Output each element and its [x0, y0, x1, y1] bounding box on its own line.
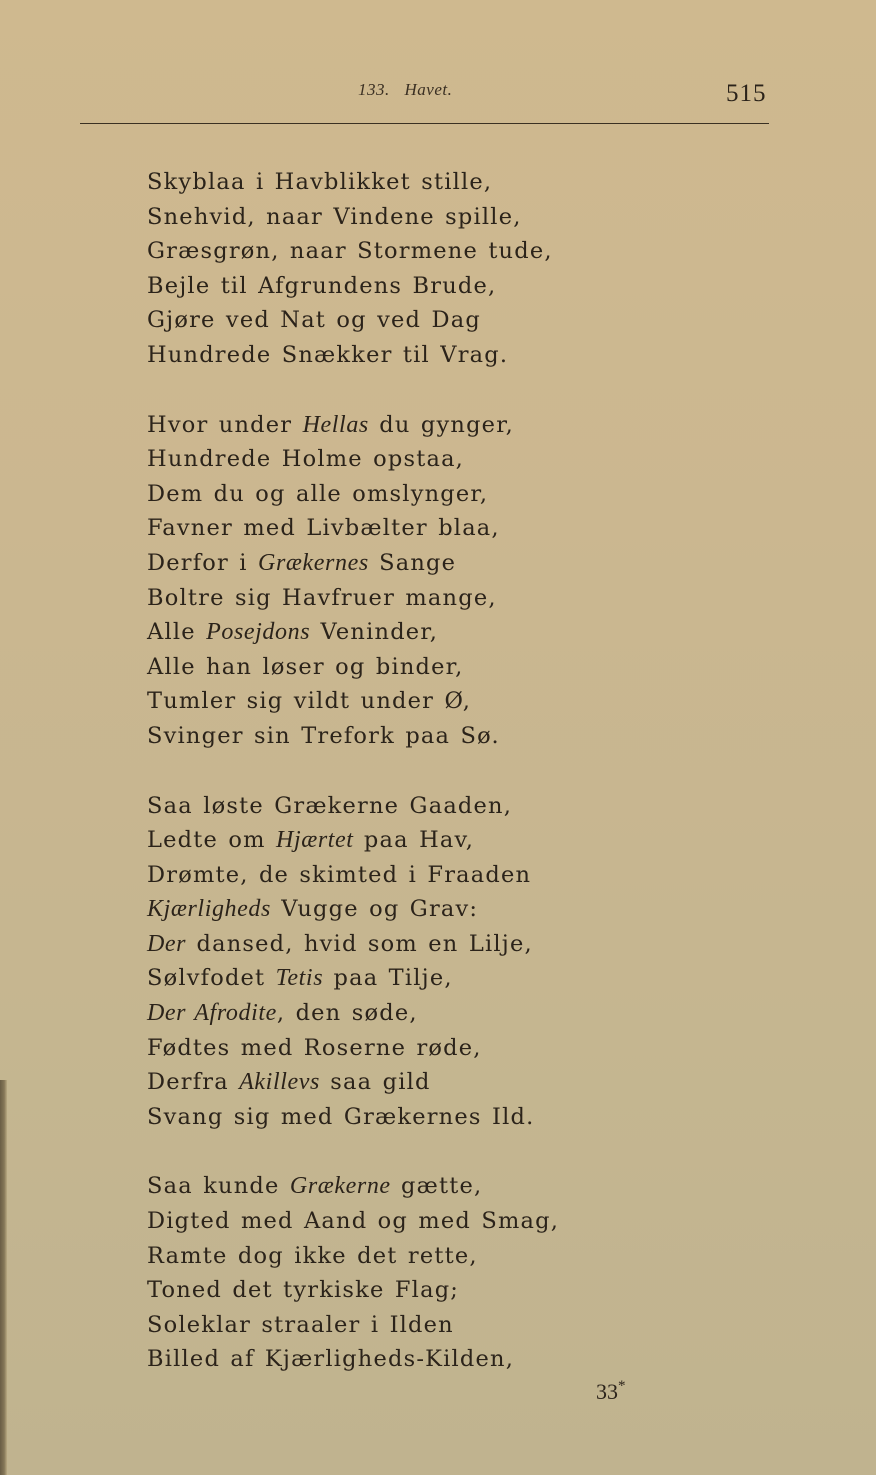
- verse-line: [147, 581, 787, 616]
- verse-text: Svinger sin Trefork paa Sø.: [147, 722, 500, 749]
- verse-text: Sange: [368, 549, 457, 576]
- verse-text: Ledte om: [147, 827, 277, 854]
- italic-name: Grækerne: [289, 1173, 391, 1200]
- verse-line: [147, 546, 787, 581]
- verse-line: [147, 650, 787, 685]
- italic-name: Grækernes: [258, 549, 369, 576]
- italic-name: Tetis: [275, 965, 324, 992]
- verse-text: du gynger,: [368, 411, 515, 438]
- poem-body: [147, 165, 787, 1412]
- verse-line: [147, 1342, 787, 1377]
- verse-line: [147, 684, 787, 719]
- verse-line: [147, 996, 787, 1031]
- verse-text: Hvor under: [147, 411, 303, 438]
- verse-line: [147, 858, 787, 893]
- running-title: [358, 80, 452, 100]
- printer-signature-mark: [596, 1378, 626, 1405]
- verse-text: Hundrede Snækker til Vrag.: [147, 341, 509, 368]
- verse-line: [147, 789, 787, 824]
- verse-text: Veninder,: [310, 619, 439, 646]
- italic-name: Posejdons: [206, 619, 311, 646]
- signature-asterisk: *: [618, 1378, 626, 1394]
- verse-text: Gjøre ved Nat og ved Dag: [147, 307, 481, 334]
- stanza: [147, 789, 787, 1135]
- verse-line: [147, 961, 787, 996]
- verse-line: [147, 1031, 787, 1066]
- verse-text: Soleklar straaler i Ilden: [147, 1311, 454, 1338]
- verse-text: Vugge og Grav:: [270, 896, 479, 923]
- verse-line: [147, 1273, 787, 1308]
- poem-title: Havet.: [404, 80, 453, 99]
- verse-text: Græsgrøn, naar Stormene tude,: [147, 238, 553, 265]
- stanza: [147, 165, 787, 373]
- signature-number: 33: [596, 1379, 618, 1404]
- verse-line: [147, 892, 787, 927]
- verse-text: Alle: [147, 619, 207, 646]
- verse-line: [147, 823, 787, 858]
- italic-name: Akillevs: [239, 1069, 320, 1096]
- page-binding-edge: [0, 1080, 7, 1475]
- verse-text: saa gild: [319, 1069, 431, 1096]
- verse-text: Saa løste Grækerne Gaaden,: [147, 792, 513, 819]
- verse-text: Alle han løser og binder,: [147, 653, 464, 680]
- verse-text: Saa kunde: [147, 1173, 290, 1200]
- verse-text: paa Hav,: [353, 827, 475, 854]
- verse-line: [147, 442, 787, 477]
- verse-line: [147, 719, 787, 754]
- page-number: 515: [726, 80, 767, 107]
- verse-text: Tumler sig vildt under Ø,: [147, 688, 472, 715]
- verse-text: Billed af Kjærligheds-Kilden,: [147, 1346, 515, 1373]
- verse-text: Digted med Aand og med Smag,: [147, 1208, 560, 1235]
- verse-text: Fødtes med Roserne røde,: [147, 1034, 482, 1061]
- verse-text: Dem du og alle omslynger,: [147, 480, 489, 507]
- verse-line: [147, 477, 787, 512]
- verse-text: Hundrede Holme opstaa,: [147, 446, 465, 473]
- verse-text: Boltre sig Havfruer mange,: [147, 584, 497, 611]
- stanza: [147, 408, 787, 754]
- verse-line: [147, 1065, 787, 1100]
- verse-line: [147, 1169, 787, 1204]
- verse-text: Ramte dog ikke det rette,: [147, 1242, 478, 1269]
- verse-line: [147, 1100, 787, 1135]
- verse-text: Derfra: [147, 1069, 240, 1096]
- italic-name: Hellas: [302, 411, 369, 438]
- verse-line: [147, 234, 787, 269]
- verse-line: [147, 165, 787, 200]
- verse-text: , den søde,: [276, 1000, 418, 1027]
- verse-text: Favner med Livbælter blaa,: [147, 515, 500, 542]
- verse-text: Snehvid, naar Vindene spille,: [147, 203, 522, 230]
- verse-line: [147, 1239, 787, 1274]
- verse-text: Sølvfodet: [147, 965, 276, 992]
- verse-text: Drømte, de skimted i Fraaden: [147, 861, 532, 888]
- verse-text: Toned det tyrkiske Flag;: [147, 1277, 460, 1304]
- verse-line: [147, 1204, 787, 1239]
- verse-text: Skyblaa i Havblikket stille,: [147, 169, 493, 195]
- italic-name: Der Afrodite: [147, 1000, 277, 1027]
- verse-line: [147, 338, 787, 373]
- verse-text: dansed, hvid som en Lilje,: [186, 930, 533, 957]
- italic-name: Hjærtet: [276, 827, 354, 854]
- poem-number: 133.: [358, 80, 390, 99]
- header-rule: [80, 123, 769, 124]
- italic-name: Kjærligheds: [147, 896, 271, 923]
- verse-text: Bejle til Afgrundens Brude,: [147, 272, 497, 299]
- verse-line: [147, 927, 787, 962]
- verse-text: gætte,: [390, 1173, 483, 1200]
- running-head: [0, 76, 876, 112]
- verse-text: Derfor i: [147, 549, 259, 576]
- verse-line: [147, 303, 787, 338]
- verse-text: paa Tilje,: [323, 965, 453, 992]
- verse-line: [147, 408, 787, 443]
- italic-name: Der: [147, 930, 187, 957]
- stanza: [147, 1169, 787, 1377]
- verse-line: [147, 615, 787, 650]
- verse-text: Svang sig med Grækernes Ild.: [147, 1103, 535, 1130]
- verse-line: [147, 200, 787, 235]
- verse-line: [147, 1308, 787, 1343]
- verse-line: [147, 269, 787, 304]
- verse-line: [147, 511, 787, 546]
